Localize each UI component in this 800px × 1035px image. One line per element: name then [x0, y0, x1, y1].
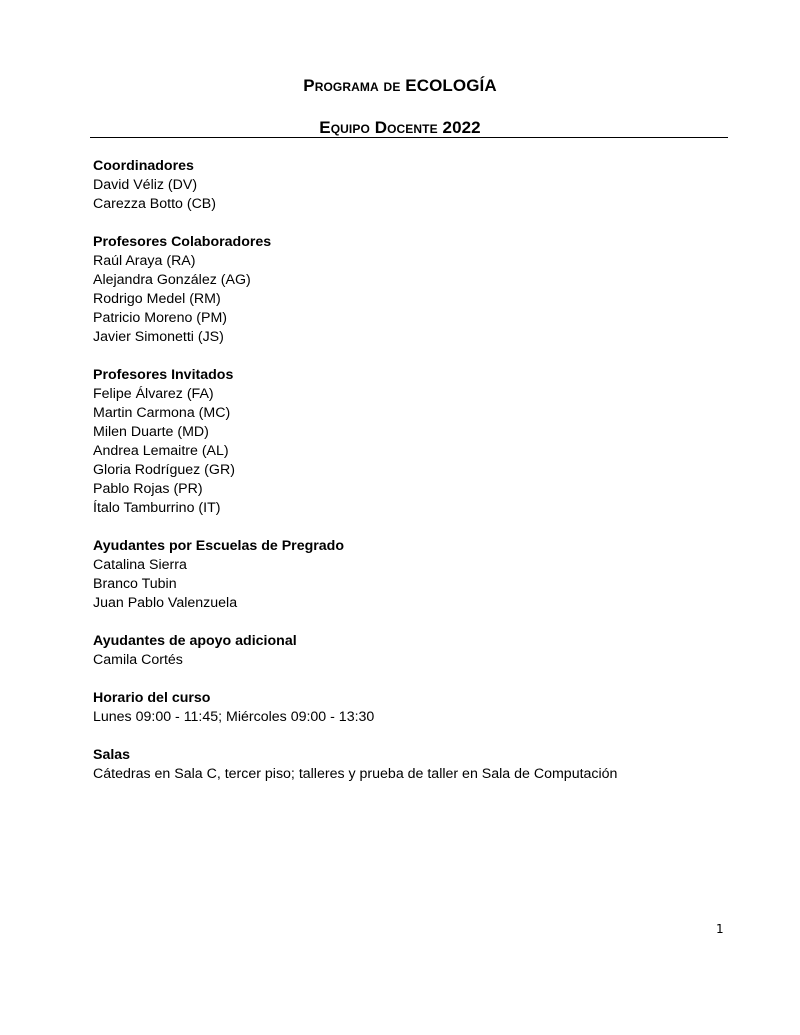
- subtitle-year: 2022: [442, 118, 481, 137]
- list-item: Patricio Moreno (PM): [93, 310, 228, 326]
- section-heading: Coordinadores: [93, 158, 194, 174]
- list-item: Ítalo Tamburrino (IT): [93, 500, 221, 516]
- list-item: Martin Carmona (MC): [93, 405, 231, 421]
- list-item: Catalina Sierra: [93, 557, 187, 573]
- schedule-text: Lunes 09:00 - 11:45; Miércoles 09:00 - 13:30: [93, 709, 375, 725]
- list-item: Carezza Botto (CB): [93, 196, 216, 212]
- section-heading: Ayudantes de apoyo adicional: [93, 633, 297, 649]
- section-salas: [93, 746, 743, 784]
- section-ayudantes-apoyo: [93, 632, 743, 670]
- list-item: Andrea Lemaitre (AL): [93, 443, 229, 459]
- list-item: Pablo Rojas (PR): [93, 481, 203, 497]
- section-heading: Horario del curso: [93, 690, 211, 706]
- page-number: 1: [716, 922, 724, 936]
- section-heading: Ayudantes por Escuelas de Pregrado: [93, 538, 344, 554]
- list-item: Rodrigo Medel (RM): [93, 291, 221, 307]
- list-item: Juan Pablo Valenzuela: [93, 595, 238, 611]
- section-profesores-invitados: [93, 366, 743, 518]
- document-title: [0, 76, 800, 96]
- list-item: Javier Simonetti (JS): [93, 329, 224, 345]
- section-horario: [93, 689, 743, 727]
- list-item: Milen Duarte (MD): [93, 424, 209, 440]
- section-coordinadores: [93, 157, 743, 214]
- subtitle-prefix: Equipo Docente: [319, 118, 443, 137]
- list-item: Alejandra González (AG): [93, 272, 251, 288]
- title-prefix: Programa de: [303, 76, 406, 95]
- list-item: David Véliz (DV): [93, 177, 198, 193]
- section-heading: Salas: [93, 747, 131, 763]
- list-item: Raúl Araya (RA): [93, 253, 196, 269]
- list-item: Branco Tubin: [93, 576, 177, 592]
- section-heading: Profesores Invitados: [93, 367, 234, 383]
- section-profesores-colaboradores: [93, 233, 743, 347]
- list-item: Felipe Álvarez (FA): [93, 386, 214, 402]
- rooms-text: Cátedras en Sala C, tercer piso; talleres y prueba de taller en Sala de Computación: [93, 766, 618, 782]
- list-item: Camila Cortés: [93, 652, 183, 668]
- document-body: [93, 157, 743, 803]
- list-item: Gloria Rodríguez (GR): [93, 462, 235, 478]
- document-subtitle: [0, 118, 800, 138]
- section-ayudantes-pregrado: [93, 537, 743, 613]
- title-main: ECOLOGÍA: [405, 76, 497, 95]
- section-heading: Profesores Colaboradores: [93, 234, 272, 250]
- header-divider: [90, 137, 728, 138]
